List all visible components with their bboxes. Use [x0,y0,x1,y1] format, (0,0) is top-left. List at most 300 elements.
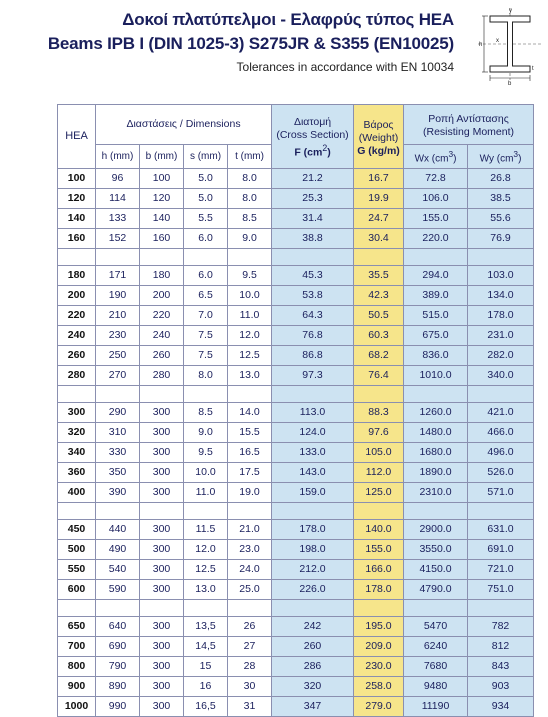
cell-wx: 106.0 [404,189,468,209]
weight-label-greek: Βάρος [363,118,394,131]
separator-cell [404,386,468,403]
separator-cell [228,503,272,520]
hea-beams-table [57,104,534,717]
cell-h: 171 [96,266,140,286]
cell-wy: 843 [468,657,534,677]
cell-cross-section: 159.0 [272,483,354,503]
col-header-wy [468,145,534,169]
cell-wx: 4790.0 [404,580,468,600]
cell-h: 440 [96,520,140,540]
cell-hea: 600 [58,580,96,600]
cell-t: 23.0 [228,540,272,560]
cell-wy: 178.0 [468,306,534,326]
cell-s: 12.5 [184,560,228,580]
cell-wy: 55.6 [468,209,534,229]
cell-cross-section: 143.0 [272,463,354,483]
cell-wy: 691.0 [468,540,534,560]
cell-cross-section: 242 [272,617,354,637]
cell-t: 15.5 [228,423,272,443]
col-header-t: t (mm) [228,145,272,169]
cell-hea: 340 [58,443,96,463]
cell-weight: 97.6 [354,423,404,443]
cell-wx: 1260.0 [404,403,468,423]
wy-exponent: 3 [513,149,519,159]
separator-cell [354,386,404,403]
cell-s: 10.0 [184,463,228,483]
cell-wy: 782 [468,617,534,637]
cell-b: 300 [140,580,184,600]
cell-s: 6.0 [184,229,228,249]
table-row [58,366,534,386]
table-row [58,560,534,580]
separator-cell [272,600,354,617]
cell-t: 25.0 [228,580,272,600]
cell-b: 300 [140,520,184,540]
cell-wx: 155.0 [404,209,468,229]
table-row [58,657,534,677]
cell-s: 7.0 [184,306,228,326]
header [0,0,548,100]
page-title-greek: Δοκοί πλατύπελμοι - Ελαφρύς τύπος HEA [122,10,454,29]
cell-b: 120 [140,189,184,209]
col-header-hea: HEA [58,105,96,169]
cell-b: 300 [140,677,184,697]
cell-cross-section: 347 [272,697,354,717]
separator-cell [140,249,184,266]
cell-hea: 200 [58,286,96,306]
cell-b: 140 [140,209,184,229]
cell-wy: 934 [468,697,534,717]
table-row [58,229,534,249]
cell-b: 300 [140,637,184,657]
separator-cell [404,503,468,520]
cell-wy: 103.0 [468,266,534,286]
separator-cell [184,249,228,266]
cell-wy: 903 [468,677,534,697]
cell-weight: 195.0 [354,617,404,637]
cell-cross-section: 21.2 [272,169,354,189]
cell-wx: 6240 [404,637,468,657]
wy-label: Wy (cm [479,153,514,165]
cell-wy: 571.0 [468,483,534,503]
cell-b: 300 [140,697,184,717]
wx-label: Wx (cm [414,153,449,165]
cell-h: 190 [96,286,140,306]
cell-hea: 400 [58,483,96,503]
cell-cross-section: 97.3 [272,366,354,386]
cell-t: 12.0 [228,326,272,346]
cell-hea: 140 [58,209,96,229]
separator-cell [58,600,96,617]
cell-s: 7.5 [184,326,228,346]
cell-s: 12.0 [184,540,228,560]
cell-wx: 294.0 [404,266,468,286]
cell-h: 310 [96,423,140,443]
separator-cell [140,600,184,617]
cell-h: 490 [96,540,140,560]
cell-s: 8.0 [184,366,228,386]
cell-t: 8.0 [228,169,272,189]
cross-section-close: ) [327,146,331,159]
table-row [58,286,534,306]
cell-weight: 230.0 [354,657,404,677]
cell-h: 114 [96,189,140,209]
table-row [58,637,534,657]
col-header-cross-section [272,105,354,169]
separator-cell [404,249,468,266]
wy-close: ) [518,153,522,165]
cell-cross-section: 64.3 [272,306,354,326]
cell-weight: 166.0 [354,560,404,580]
separator-cell [96,503,140,520]
cross-section-label-greek: Διατομή [293,116,332,129]
cell-hea: 320 [58,423,96,443]
cell-t: 9.0 [228,229,272,249]
cell-hea: 160 [58,229,96,249]
axis-y-label: y [509,8,512,14]
cell-s: 6.0 [184,266,228,286]
cell-h: 290 [96,403,140,423]
cell-s: 8.5 [184,403,228,423]
cell-hea: 260 [58,346,96,366]
cell-h: 250 [96,346,140,366]
col-header-h: h (mm) [96,145,140,169]
table-row [58,483,534,503]
cell-weight: 279.0 [354,697,404,717]
cell-b: 200 [140,286,184,306]
cell-wx: 515.0 [404,306,468,326]
moment-label-english: (Resisting Moment) [423,126,515,138]
cell-wy: 496.0 [468,443,534,463]
cell-s: 5.0 [184,189,228,209]
cell-s: 11.5 [184,520,228,540]
cell-weight: 258.0 [354,677,404,697]
cell-h: 230 [96,326,140,346]
cell-b: 180 [140,266,184,286]
cell-cross-section: 76.8 [272,326,354,346]
cell-t: 31 [228,697,272,717]
cell-s: 5.5 [184,209,228,229]
cell-cross-section: 124.0 [272,423,354,443]
cell-s: 6.5 [184,286,228,306]
cell-t: 11.0 [228,306,272,326]
cell-weight: 35.5 [354,266,404,286]
separator-cell [468,503,534,520]
cell-s: 9.0 [184,423,228,443]
cell-wx: 836.0 [404,346,468,366]
cell-hea: 700 [58,637,96,657]
cell-cross-section: 133.0 [272,443,354,463]
cell-hea: 100 [58,169,96,189]
separator-cell [272,503,354,520]
cell-t: 19.0 [228,483,272,503]
axis-x-label: x [496,38,499,44]
cross-section-unit [272,142,353,160]
tolerances-note: Tolerances in accordance with EN 10034 [236,60,454,74]
cell-cross-section: 286 [272,657,354,677]
table-body [58,169,534,717]
cell-weight: 125.0 [354,483,404,503]
col-header-wx [404,145,468,169]
weight-label-english: (Weight) [358,131,399,144]
table-row [58,306,534,326]
group-separator-row [58,249,534,266]
cell-h: 350 [96,463,140,483]
cell-weight: 19.9 [354,189,404,209]
cell-cross-section: 45.3 [272,266,354,286]
cell-h: 152 [96,229,140,249]
cell-weight: 112.0 [354,463,404,483]
wx-exponent: 3 [448,149,454,159]
cell-wy: 631.0 [468,520,534,540]
separator-cell [96,249,140,266]
cell-wx: 2900.0 [404,520,468,540]
cell-wx: 9480 [404,677,468,697]
separator-cell [228,600,272,617]
table-row [58,617,534,637]
table-row [58,209,534,229]
cell-t: 8.0 [228,189,272,209]
cell-wx: 220.0 [404,229,468,249]
cell-wy: 751.0 [468,580,534,600]
table-row [58,326,534,346]
cell-t: 8.5 [228,209,272,229]
cell-wy: 812 [468,637,534,657]
cell-h: 990 [96,697,140,717]
separator-cell [228,386,272,403]
cell-hea: 1000 [58,697,96,717]
cell-cross-section: 113.0 [272,403,354,423]
cell-cross-section: 53.8 [272,286,354,306]
cell-cross-section: 212.0 [272,560,354,580]
separator-cell [140,386,184,403]
cell-cross-section: 178.0 [272,520,354,540]
cell-h: 890 [96,677,140,697]
cell-cross-section: 226.0 [272,580,354,600]
col-header-dimensions: Διαστάσεις / Dimensions [96,105,272,145]
cell-hea: 180 [58,266,96,286]
cell-b: 260 [140,346,184,366]
cell-weight: 16.7 [354,169,404,189]
cell-weight: 105.0 [354,443,404,463]
cell-s: 9.5 [184,443,228,463]
cell-b: 280 [140,366,184,386]
cell-hea: 450 [58,520,96,540]
moment-label-greek: Ροπή Αντίστασης [428,113,509,125]
cell-cross-section: 38.8 [272,229,354,249]
separator-cell [58,503,96,520]
separator-cell [96,600,140,617]
cell-wy: 26.8 [468,169,534,189]
cell-h: 330 [96,443,140,463]
cell-s: 5.0 [184,169,228,189]
cell-t: 17.5 [228,463,272,483]
cell-wy: 38.5 [468,189,534,209]
wx-close: ) [453,153,457,165]
separator-cell [468,249,534,266]
cell-t: 12.5 [228,346,272,366]
table-row [58,463,534,483]
cell-h: 640 [96,617,140,637]
cell-s: 15 [184,657,228,677]
cell-b: 300 [140,483,184,503]
cell-cross-section: 31.4 [272,209,354,229]
cell-s: 11.0 [184,483,228,503]
table-row [58,677,534,697]
cell-s: 13,5 [184,617,228,637]
cell-h: 133 [96,209,140,229]
cell-weight: 24.7 [354,209,404,229]
table-row [58,346,534,366]
cell-h: 390 [96,483,140,503]
cell-wy: 282.0 [468,346,534,366]
cell-hea: 280 [58,366,96,386]
cell-hea: 900 [58,677,96,697]
cell-h: 590 [96,580,140,600]
separator-cell [96,386,140,403]
table-row [58,520,534,540]
cell-b: 300 [140,403,184,423]
cell-weight: 178.0 [354,580,404,600]
cell-wx: 675.0 [404,326,468,346]
cell-hea: 360 [58,463,96,483]
cell-wx: 1680.0 [404,443,468,463]
cell-wx: 4150.0 [404,560,468,580]
table-row [58,443,534,463]
cross-section-exponent: 2 [322,143,328,154]
cell-cross-section: 198.0 [272,540,354,560]
separator-cell [468,386,534,403]
col-header-s: s (mm) [184,145,228,169]
separator-cell [354,249,404,266]
cell-b: 300 [140,443,184,463]
cell-wy: 340.0 [468,366,534,386]
cell-t: 30 [228,677,272,697]
cell-t: 16.5 [228,443,272,463]
cell-t: 21.0 [228,520,272,540]
cell-wx: 5470 [404,617,468,637]
cell-wx: 11190 [404,697,468,717]
cell-h: 96 [96,169,140,189]
group-separator-row [58,386,534,403]
cell-t: 10.0 [228,286,272,306]
separator-cell [272,386,354,403]
cell-wy: 231.0 [468,326,534,346]
cell-wx: 2310.0 [404,483,468,503]
cell-weight: 140.0 [354,520,404,540]
cell-b: 220 [140,306,184,326]
separator-cell [272,249,354,266]
cell-t: 14.0 [228,403,272,423]
cell-wy: 466.0 [468,423,534,443]
cell-wx: 72.8 [404,169,468,189]
cell-s: 14,5 [184,637,228,657]
cell-weight: 42.3 [354,286,404,306]
cell-t: 24.0 [228,560,272,580]
cross-section-symbol: F (cm [294,146,323,159]
cell-weight: 88.3 [354,403,404,423]
separator-cell [404,600,468,617]
cell-b: 100 [140,169,184,189]
cell-weight: 209.0 [354,637,404,657]
cell-weight: 76.4 [354,366,404,386]
table-row [58,697,534,717]
cell-cross-section: 320 [272,677,354,697]
cell-h: 270 [96,366,140,386]
cell-s: 16 [184,677,228,697]
separator-cell [58,386,96,403]
cell-weight: 155.0 [354,540,404,560]
cell-weight: 50.5 [354,306,404,326]
cell-hea: 550 [58,560,96,580]
table-row [58,169,534,189]
table-row [58,266,534,286]
cell-weight: 60.3 [354,326,404,346]
cell-t: 26 [228,617,272,637]
cell-h: 210 [96,306,140,326]
table-row [58,403,534,423]
cross-section-label-english: (Cross Section) [276,129,349,142]
separator-cell [140,503,184,520]
cell-b: 300 [140,560,184,580]
cell-wx: 1010.0 [404,366,468,386]
cell-h: 690 [96,637,140,657]
cell-b: 300 [140,463,184,483]
cell-wx: 1890.0 [404,463,468,483]
col-header-b: b (mm) [140,145,184,169]
cell-t: 28 [228,657,272,677]
cell-wx: 7680 [404,657,468,677]
cell-wy: 421.0 [468,403,534,423]
cell-hea: 220 [58,306,96,326]
table-row [58,580,534,600]
cell-b: 160 [140,229,184,249]
cell-s: 7.5 [184,346,228,366]
cell-hea: 500 [58,540,96,560]
cell-weight: 30.4 [354,229,404,249]
cell-wy: 134.0 [468,286,534,306]
i-beam-cross-section-icon [474,4,546,86]
cell-wx: 389.0 [404,286,468,306]
col-header-resisting-moment [404,105,534,145]
cell-cross-section: 86.8 [272,346,354,366]
cell-hea: 240 [58,326,96,346]
col-header-weight [354,105,404,169]
cell-s: 13.0 [184,580,228,600]
cell-hea: 800 [58,657,96,677]
page-title-english: Beams IPB I (DIN 1025-3) S275JR & S355 (EN10025) [47,34,454,53]
cell-t: 13.0 [228,366,272,386]
cell-b: 300 [140,617,184,637]
dim-h-label: h [479,42,483,48]
table-row [58,189,534,209]
separator-cell [184,386,228,403]
separator-cell [184,503,228,520]
separator-cell [228,249,272,266]
table-row [58,423,534,443]
separator-cell [58,249,96,266]
dim-b-label: b [508,81,512,86]
cell-wy: 76.9 [468,229,534,249]
table-row [58,540,534,560]
cell-wx: 3550.0 [404,540,468,560]
cell-hea: 120 [58,189,96,209]
cell-wy: 721.0 [468,560,534,580]
cell-b: 300 [140,540,184,560]
separator-cell [468,600,534,617]
cell-weight: 68.2 [354,346,404,366]
separator-cell [354,503,404,520]
